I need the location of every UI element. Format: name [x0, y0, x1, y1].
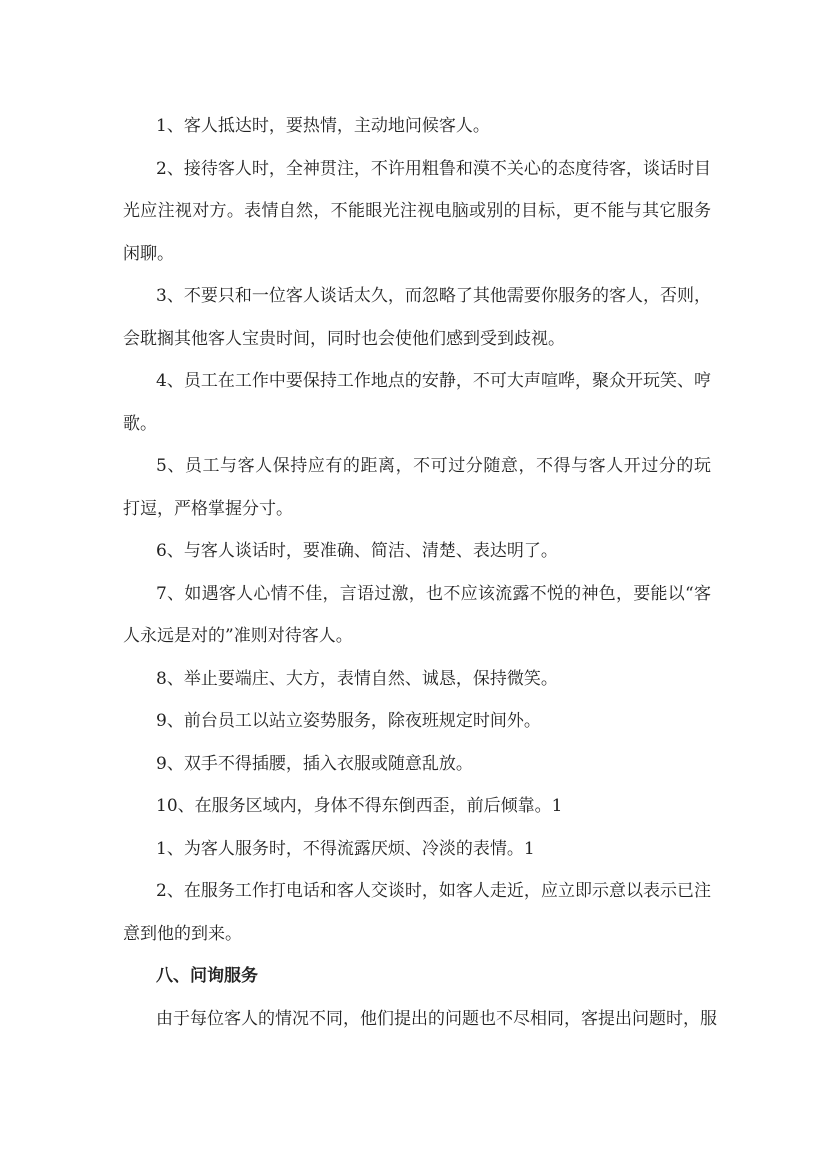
- text-line: 1、为客人服务时，不得流露厌烦、冷淡的表情。1: [156, 838, 535, 859]
- text-line: 意到他的到来。: [123, 923, 242, 944]
- paragraph: [123, 658, 711, 701]
- paragraph: [123, 743, 711, 786]
- text-line: 八、问询服务: [156, 966, 258, 986]
- paragraph: [123, 530, 711, 573]
- text-line: 6、与客人谈话时，要准确、简洁、清楚、表达明了。: [156, 541, 558, 561]
- document-page: [123, 105, 717, 1040]
- text-line: 2、在服务工作打电话和客人交谈时，如客人走近，应立即示意以表示已注: [156, 881, 711, 901]
- text-line: 由于每位客人的情况不同，他们提出的问题也不尽相同，客提出问题时，服: [156, 1008, 717, 1029]
- text-line: 5、员工与客人保持应有的距离，不可过分随意，不得与客人开过分的玩: [156, 456, 711, 476]
- text-line: 人永远是对的”准则对待客人。: [123, 626, 353, 646]
- paragraph: [123, 870, 711, 955]
- paragraph: [123, 105, 711, 148]
- text-line: 1、客人抵达时，要热情，主动地问候客人。: [156, 116, 490, 136]
- text-line: 7、如遇客人心情不佳，言语过激，也不应该流露不悦的神色，要能以“客: [156, 583, 711, 604]
- text-line: 4、员工在工作中要保持工作地点的安静，不可大声喧哗，聚众开玩笑、哼: [156, 371, 711, 391]
- paragraph: [123, 828, 711, 871]
- paragraph: [123, 785, 711, 828]
- text-line: 闲聊。: [123, 243, 174, 264]
- text-line: 2、接待客人时，全神贯注，不许用粗鲁和漠不关心的态度待客，谈话时目: [156, 158, 711, 179]
- text-line: 会耽搁其他客人宝贵时间，同时也会使他们感到受到歧视。: [123, 328, 565, 349]
- paragraph: [123, 148, 711, 276]
- section-heading: [123, 955, 711, 998]
- paragraph: [123, 998, 717, 1041]
- paragraph: [123, 360, 711, 445]
- text-line: 打逗，严格掌握分寸。: [123, 498, 293, 519]
- text-line: 8、举止要端庄、大方，表情自然、诚恳，保持微笑。: [156, 668, 558, 689]
- text-line: 10、在服务区域内，身体不得东倒西歪，前后倾靠。1: [156, 796, 563, 816]
- paragraph: [123, 573, 711, 658]
- paragraph: [123, 445, 711, 530]
- text-line: 歌。: [123, 413, 157, 434]
- text-line: 3、不要只和一位客人谈话太久，而忽略了其他需要你服务的客人，否则，: [156, 286, 711, 306]
- paragraph: [123, 700, 711, 743]
- text-line: 9、前台员工以站立姿势服务，除夜班规定时间外。: [156, 711, 541, 731]
- text-line: 9、双手不得插腰，插入衣服或随意乱放。: [156, 753, 473, 774]
- text-line: 光应注视对方。表情自然，不能眼光注视电脑或别的目标，更不能与其它服务: [123, 201, 711, 221]
- paragraph: [123, 275, 711, 360]
